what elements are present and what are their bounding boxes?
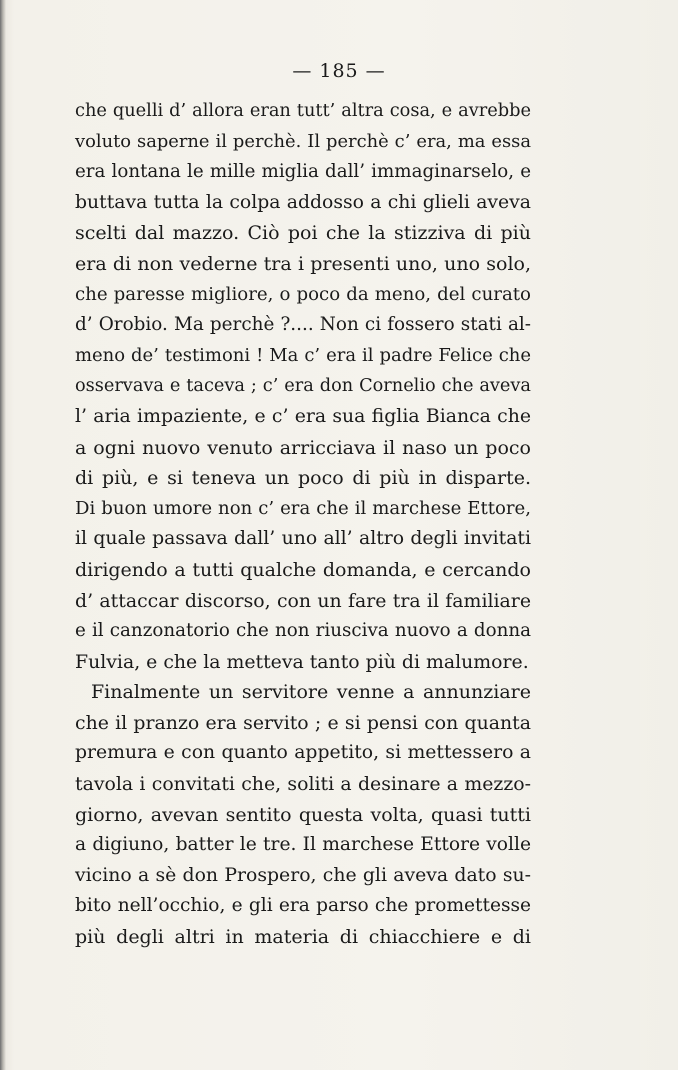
text-line: meno de’ testimoni ! Ma c’ era il padre Felice che (75, 344, 531, 366)
text-line: scelti dal mazzo. Ciò poi che la stizziva di più (75, 222, 531, 245)
text-line: Finalmente un servitore venne a annunziare (91, 681, 531, 704)
text-line: premura e con quanto appetito, si mettessero a (75, 742, 531, 764)
text-line: a digiuno, batter le tre. Il marchese Ettore volle (75, 834, 531, 856)
text-line: tavola i convitati che, soliti a desinare a mezzo- (75, 773, 531, 796)
text-line: che paresse migliore, o poco da meno, del curato (75, 283, 531, 305)
text-line: giorno, avevan sentito questa volta, quasi tutti (75, 803, 531, 826)
text-line: che il pranzo era servito ; e si pensi con quanta (75, 711, 531, 734)
text-line: e il canzonatorio che non riusciva nuovo a donna (75, 620, 531, 642)
text-line: osservava e taceva ; c’ era don Cornelio che aveva (75, 376, 531, 397)
text-line: Di buon umore non c’ era che il marchese Ettore, (75, 497, 531, 519)
page-number: — 185 — (292, 60, 386, 82)
text-line: Fulvia, e che la metteva tanto più di malumore. (75, 650, 529, 673)
spine-shadow (0, 0, 6, 1070)
text-line: dirigendo a tutti qualche domanda, e cercando (75, 558, 531, 581)
text-line: bito nell’occhio, e gli era parso che promettesse (75, 895, 531, 917)
text-line: il quale passava dall’ uno all’ altro degli invitati (75, 528, 531, 550)
text-line: di più, e si teneva un poco di più in disparte. (75, 467, 531, 490)
text-line: che quelli d’ allora eran tutt’ altra cosa, e avrebbe (75, 100, 531, 121)
text-line: a ogni nuovo venuto arricciava il naso un poco (75, 436, 531, 459)
text-line: d’ attaccar discorso, con un fare tra il familiare (75, 589, 531, 612)
text-line: era di non vederne tra i presenti uno, uno solo, (75, 252, 531, 275)
text-line: voluto saperne il perchè. Il perchè c’ era, ma essa (75, 130, 531, 152)
text-line: l’ aria impaziente, e c’ era sua figlia Bianca che (75, 405, 531, 427)
text-line: d’ Orobio. Ma perchè ?.... Non ci fossero stati al- (75, 314, 531, 336)
text-line: più degli altri in materia di chiacchiere e di (75, 926, 531, 949)
text-line: era lontana le mille miglia dall’ immaginarselo, e (75, 161, 531, 183)
text-line: vicino a sè don Prospero, che gli aveva dato su- (75, 864, 531, 886)
body-text (75, 96, 531, 953)
text-line: buttava tutta la colpa addosso a chi glieli aveva (75, 191, 531, 213)
